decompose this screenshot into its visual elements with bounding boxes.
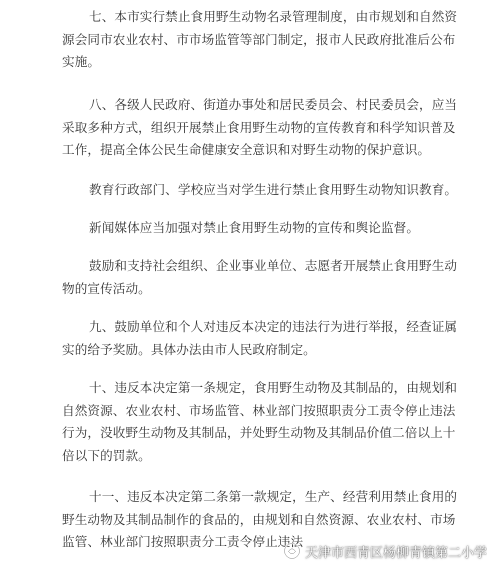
text-line: 八、各级人民政府、街道办事处和居民委员会、村民委员会，应当 (89, 97, 458, 112)
watermark-text: 天津市西青区杨柳青镇第二小学 (305, 545, 487, 561)
paragraph-article-8 (62, 94, 458, 162)
paragraph-media (62, 217, 422, 240)
wechat-channel-icon (283, 542, 301, 560)
text-line: 倍以下的罚款。 (62, 447, 151, 463)
text-line: 监管、林业部门按照职责分工责令停止违法 (62, 534, 304, 549)
text-line: 物的宣传活动。 (62, 280, 151, 296)
paragraph-article-10 (62, 377, 458, 467)
text-line: 十一、违反本决定第二条第一款规定，生产、经营利用禁止食用的 (89, 489, 458, 504)
paragraph-article-7 (62, 6, 458, 74)
text-line: 七、本市实行禁止食用野生动物名录管理制度，由市规划和自然资 (89, 9, 458, 24)
paragraph-encourage (62, 255, 458, 300)
text-line: 野生动物及其制品制作的食品的，由规划和自然资源、农业农村、市场 (62, 511, 456, 527)
watermark (283, 538, 487, 564)
paragraph-education (62, 179, 458, 202)
text-line: 教育行政部门、学校应当对学生进行禁止食用野生动物知识教育。 (89, 182, 458, 197)
text-line: 实的给予奖励。具体办法由市人民政府制定。 (62, 341, 316, 357)
text-line: 采取多种方式，组织开展禁止食用野生动物的宣传教育和科学知识普及 (62, 119, 456, 135)
text-line: 十、违反本决定第一条规定，食用野生动物及其制品的，由规划和 (89, 380, 458, 395)
text-line: 行为，没收野生动物及其制品，并处野生动物及其制品价值二倍以上十 (62, 425, 456, 440)
text-line: 工作，提高全体公民生命健康安全意识和对野生动物的保护意识。 (62, 142, 431, 157)
text-line: 鼓励和支持社会组织、企业事业单位、志愿者开展禁止食用野生动 (89, 258, 458, 273)
text-line: 实施。 (62, 54, 101, 69)
paragraph-article-9 (62, 316, 458, 361)
text-line: 九、鼓励单位和个人对违反本决定的违法行为进行举报，经查证属 (89, 319, 458, 334)
text-line: 源会同市农业农村、市市场监管等部门制定，报市人民政府批准后公布 (62, 31, 456, 47)
text-line: 自然资源、农业农村、市场监管、林业部门按照职责分工责令停止违法 (62, 402, 456, 418)
text-line: 新闻媒体应当加强对禁止食用野生动物的宣传和舆论监督。 (89, 220, 420, 235)
